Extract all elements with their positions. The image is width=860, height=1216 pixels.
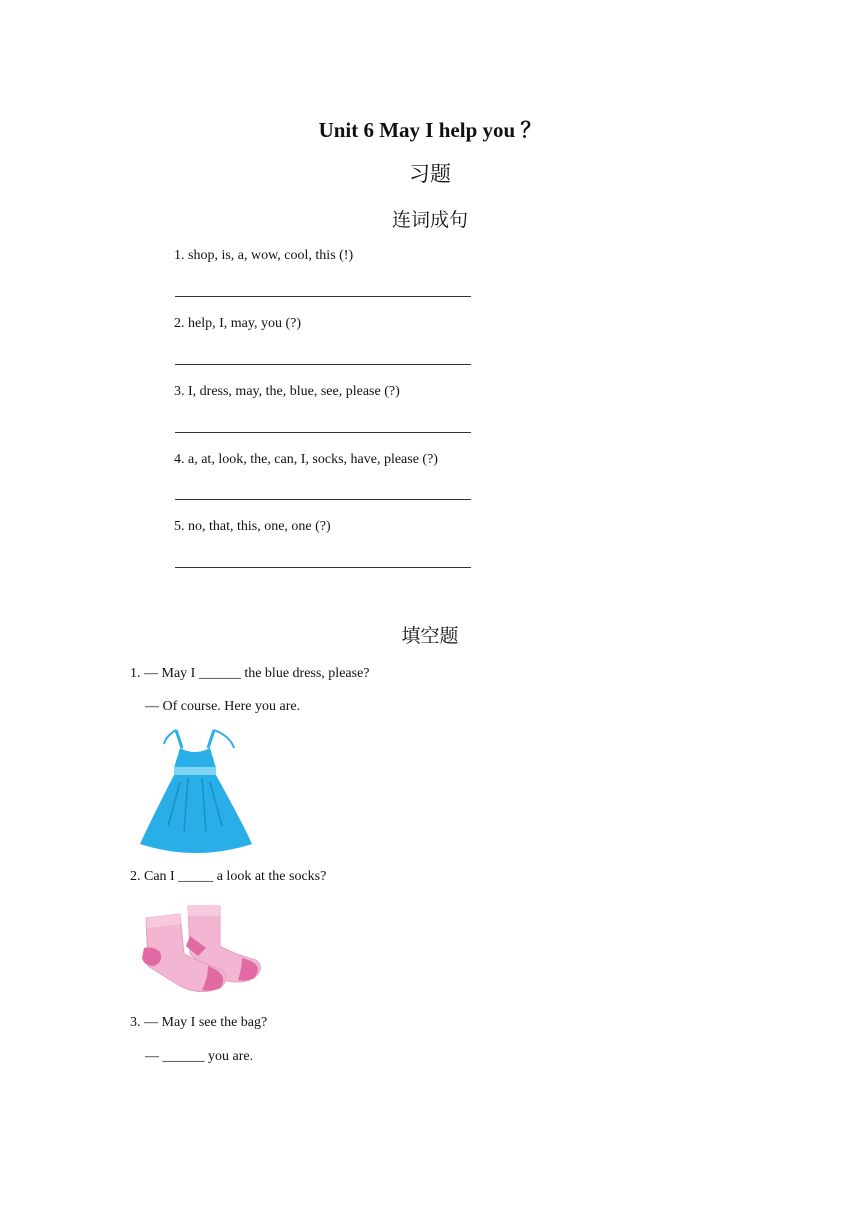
question-1: 1. shop, is, a, wow, cool, this (!) <box>174 248 354 263</box>
answer-line-2 <box>175 364 471 365</box>
question-4: 4. a, at, look, the, can, I, socks, have, please (?) <box>174 452 438 467</box>
section2-heading: 填空题 <box>401 625 459 647</box>
question-3: 3. I, dress, may, the, blue, see, please (?) <box>174 384 400 399</box>
fill-question-3: 3. — May I see the bag? <box>130 1015 268 1030</box>
fill-question-1: 1. — May I ______ the blue dress, please? <box>130 666 370 681</box>
fill-question-3-reply: — ______ you are. <box>145 1049 254 1064</box>
page-subtitle: 习题 <box>409 162 451 186</box>
fill-question-1-reply: — Of course. Here you are. <box>145 699 301 714</box>
fill-question-2: 2. Can I _____ a look at the socks? <box>130 869 327 884</box>
section1-heading: 连词成句 <box>391 209 468 231</box>
page-title: Unit 6 May I help you ？ <box>318 118 542 142</box>
blue-dress-image <box>130 722 260 858</box>
answer-line-3 <box>175 432 471 433</box>
question-5: 5. no, that, this, one, one (?) <box>174 519 331 534</box>
answer-line-4 <box>175 499 471 500</box>
pink-socks-image <box>130 896 274 1000</box>
question-2: 2. help, I, may, you (?) <box>174 316 301 331</box>
answer-line-1 <box>175 296 471 297</box>
answer-line-5 <box>175 567 471 568</box>
